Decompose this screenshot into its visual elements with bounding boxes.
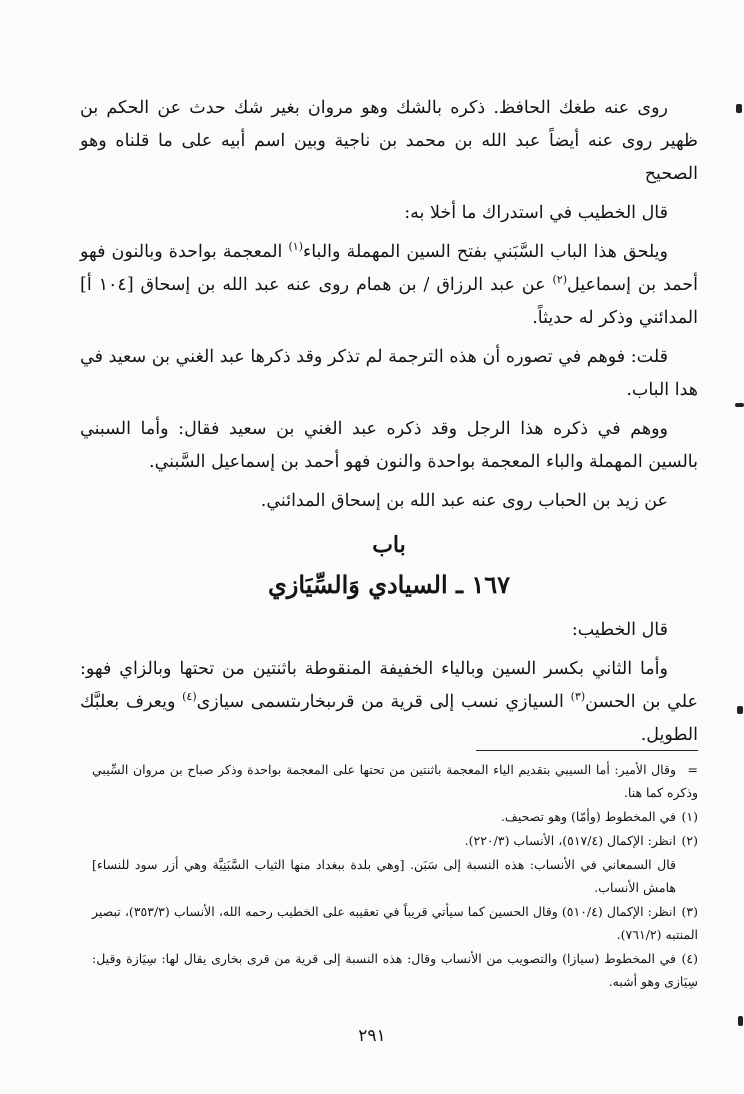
paragraph-marwan: روى عنه طغك الحافظ. ذكره بالشك وهو مروان بغير شك حدث عن الحكم بن ظهير روى عنه أيضاً عبد الله بن محمد بن ناجية وبين اسم أبيه على ما قلناه وهو الصحيح [80,98,698,184]
footnotes [92,758,698,994]
paragraph-siyazi-part-b: السيازي نسب إلى قرية من قرىبخارىتسمى سيازى [196,692,571,712]
paragraph-sabani-part-b: المعجمة بواحدة وبالنون فهو أحمد بن إسماعيل [80,242,698,295]
footnote-separator [476,750,698,751]
footnote-4 [92,947,698,993]
footnote-text: في المخطوط (سيازا) والتصويب من الأنساب وقال: هذه النسبة إلى قرية من قرى بخارى يقال لها: سِيَازة وقيل: سِيَازى وهو أشبه. [92,951,698,989]
footnote-ref-1: (١) [288,240,303,254]
main-text [80,92,698,758]
footnote-ref-3: (٣) [570,690,586,704]
margin-scan-mark [735,403,744,407]
footnote-text: انظر: الإكمال (٥١٧/٤)، الأنساب (٢٢٠/٣). [464,833,676,848]
paragraph-sabani-part-a: ويلحق هذا الباب السَّبَني بفتح السين المهملة والباء [303,242,668,262]
margin-scan-mark [736,104,742,113]
footnote-text: انظر: الإكمال (٥١٠/٤) وقال الحسين كما سيأتي قريباً في تعقيبه على الخطيب رحمه الله، الأنساب (٣٥٣/٣)، تبصير المنتبه (٧٦١/٢). [92,904,698,942]
footnote-1 [92,805,698,828]
footnote-marker: (١) [681,809,698,824]
folio-marker: [١٠٤ أ] [80,275,134,295]
footnote-3 [92,900,698,946]
footnote-text: في المخطوط (وأمّا) وهو تصحيف. [500,809,676,824]
paragraph-qultu: قلت: فوهم في تصوره أن هذه الترجمة لم تذكر وقد ذكرها عبد الغني بن سعيد في هدا الباب. [80,347,698,400]
footnote-text: قال السمعاني في الأنساب: هذه النسبة إلى سَبَن. [وهي بلدة ببغداد منها الثياب السَّبَنِيَّة وهي أزر سود للنساء] هامش الأنساب. [92,857,676,895]
footnote-2-continued [92,853,698,899]
margin-scan-mark [737,706,743,714]
entry-heading: ١٦٧ ـ السيادي وَالسِّيَازي [267,570,511,599]
page-number: ٢٩١ [358,1026,386,1046]
paragraph-sabani [80,236,698,335]
footnote-marker: (٢) [681,833,698,848]
footnote-continued [92,758,698,804]
paragraph-wahm: ووهم في ذكره هذا الرجل وقد ذكره عبد الغني بن سعيد فقال: وأما السبني بالسين المهملة والباء المعجمة بواحدة والنون فهو أحمد بن إسماعيل السَّبني. [80,419,698,472]
footnote-text: وقال الأمير: أما السيبي بتقديم الياء المعجمة باثنتين من تحتها على المعجمة بواحدة وذكر صباح بن مروان السِّيبي وذكره كما هنا. [92,762,698,800]
footnote-marker: (٤) [681,951,698,966]
footnote-marker: (٣) [681,904,698,919]
paragraph-zayd: عن زيد بن الحباب روى عنه عبد الله بن إسحاق المدائني. [260,491,668,511]
paragraph-siyazi [80,653,698,752]
paragraph-sabani-part-c: عن عبد الرزاق / بن همام روى عنه عبد الله بن إسحاق [133,275,553,295]
paragraph-khatib-istidrak: قال الخطيب في استدراك ما أخلا به: [404,203,668,223]
paragraph-khatib-intro: قال الخطيب: [571,620,668,640]
paragraph-siyazi-part-c: ويعرف بعلبَّك الطويل. [80,692,698,745]
footnote-ref-4: (٤) [182,690,197,704]
paragraph-sabani-part-d: المدائني وذكر له حديثاً. [532,308,698,328]
footnote-marker: = [687,762,698,777]
section-heading-bab: باب [372,532,406,558]
footnote-ref-2: (٢) [552,273,567,287]
margin-scan-mark [738,1016,743,1026]
footnote-2 [92,829,698,852]
paragraph-siyazi-part-a: وأما الثاني بكسر السين وبالياء الخفيفة المنقوطة باثنتين من تحتها وبالزاي فهو: علي بن الحسن [80,659,698,712]
